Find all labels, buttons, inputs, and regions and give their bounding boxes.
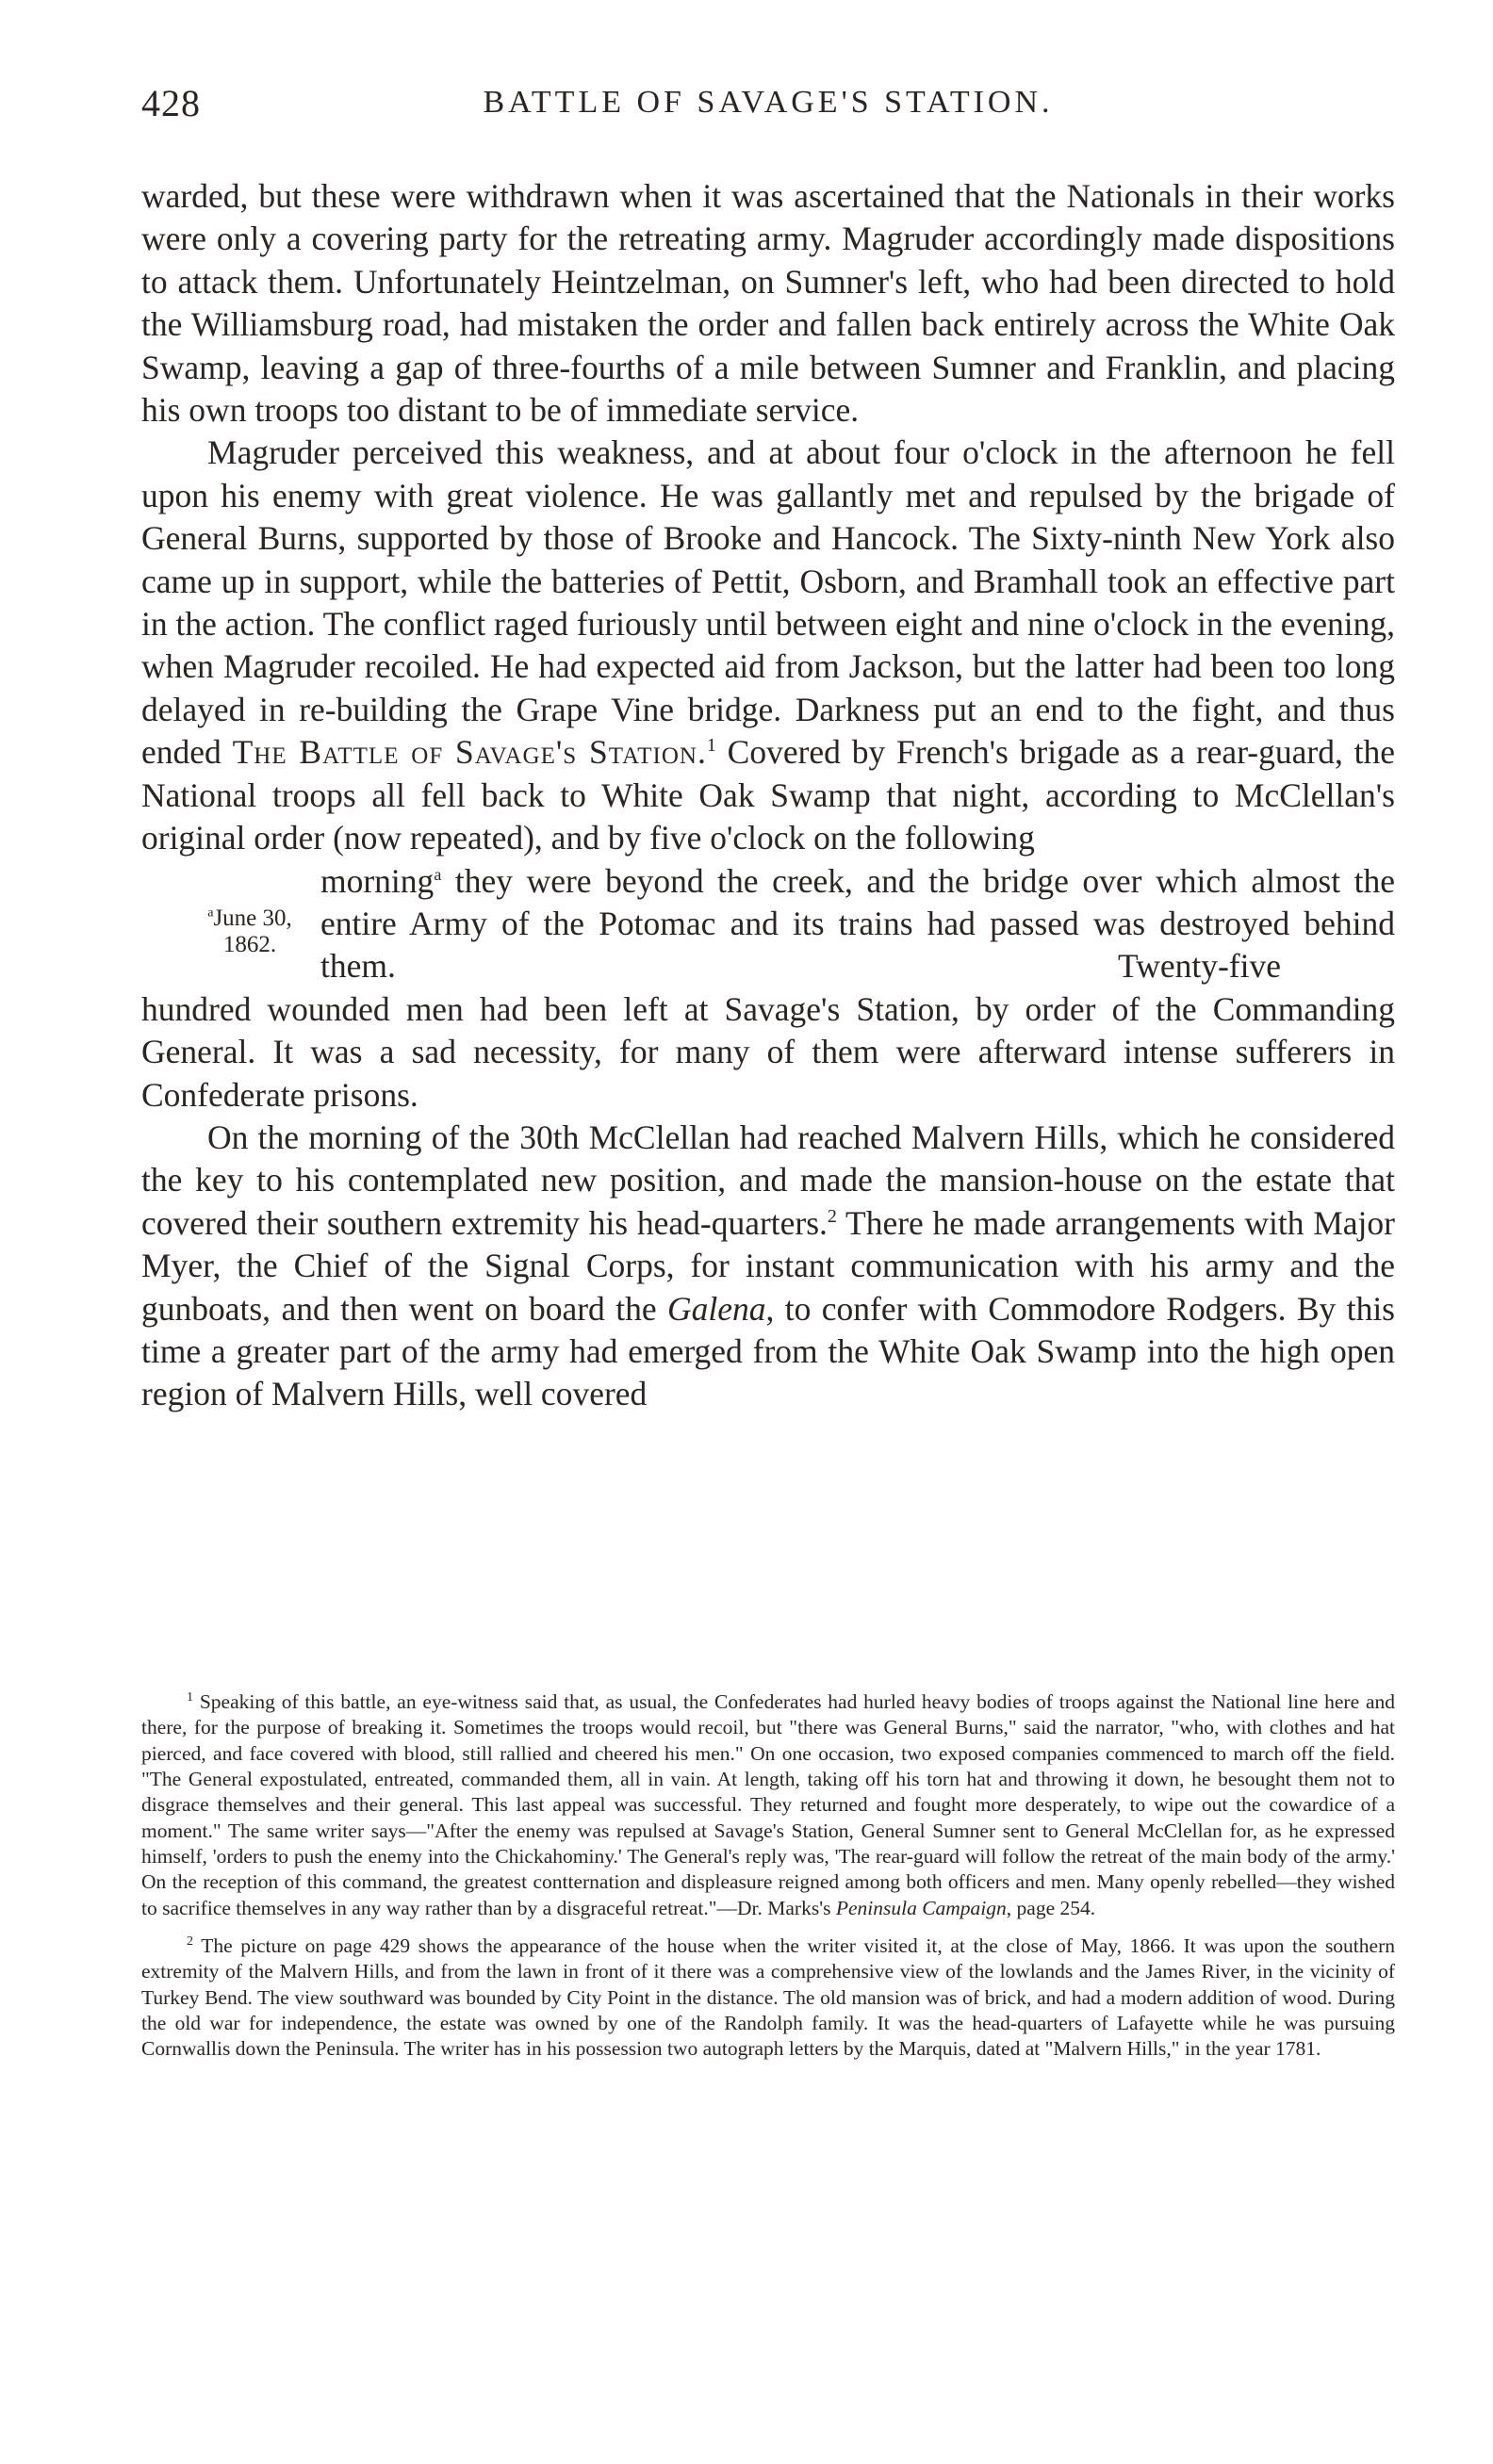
main-text	[141, 175, 1395, 1416]
footnote-ref-1: 1	[706, 735, 716, 757]
page-number: 428	[141, 82, 201, 124]
footnote-1: $^1$ Speaking of this battle, an eye-witness said that, as usual, the Confederates had hurled heavy bodies of troops against the National line here and there, for the purpose of breaking it. Sometimes the troops would recoil, but "there was General Burns," said the narrator, "who, with clothes and hat pierced, and face covered with blood, still rallied and cheered his men." On one occasion, two exposed companies commenced to march off the field. "The General expostulated, entreated, commanded them, all in vain. At length, taking off his torn hat and throwing it down, he besought them not to disgrace themselves and their general. This last appeal was successful. They returned and fought more desperately, to wipe out the cowardice of a moment." The same writer says—"After the enemy was repulsed at Savage's Station, General Sumner sent to General McClellan for, as he expressed himself, 'orders to push the enemy into the Chickahominy.' The General's reply was, 'The rear-guard will follow the retreat of the main body of the army.' On the reception of this command, the greatest contternation and displeasure reigned among both officers and men. Many openly rebelled—they wished to sacrifice themselves in any way rather than by a disgraceful retreat."—Dr. Marks's Peninsula Campaign, page 254.	[141, 1690, 1396, 1919]
running-head	[141, 81, 1395, 138]
footnote-2: $^2$ The picture on page 429 shows the appearance of the house when the writer visited it, at the close of May, 1866. It was upon the southern extremity of the Malvern Hills, and from the lawn in front of it there was a comprehensive view of the lowlands and the James River, in the vicinity of Turkey Bend. The view southward was bounded by City Point in the distance. The old mansion was of brick, and had a modern addition of wood. During the old war for independence, the estate was owned by one of the Randolph family. It was the head-quarters of Lafayette while he was pursuing Cornwallis down the Peninsula. The writer has in his possession two autograph letters by the Marquis, dated at "Malvern Hills," in the year 1781.	[141, 1934, 1395, 2061]
paragraph-continued: morning$^a$ they were beyond the creek, and the bridge over which almost the entire Army of the Potomac and its trains had passed was destroyed behind them.	[320, 861, 1395, 986]
margin-ref-mark: a	[434, 864, 442, 884]
paragraph: On the morning of the 30th McClellan had reached Malvern Hills, which he considered the key to his contemplated new position, and made the mansion-house on the estate that covered their southern extremity his head-quarters.$^2$ There he made arrangements with Major Myer, the Chief of the Signal Corps, for instant communication with his army and the gunboats, and then went on board the Galena, to confer with Commodore Rodgers. By this time a greater part of the army had emerged from the White Oak Swamp into the high open region of Malvern Hills, well covered	[141, 1118, 1395, 1413]
running-title: BATTLE OF SAVAGE'S STATION.	[483, 85, 1054, 120]
paragraph: Magruder perceived this weakness, and at about four o'clock in the afternoon he fell upon his enemy with great violence. He was gallantly met and repulsed by the brigade of General Burns, supported by those of Brooke and Hancock. The Sixty-ninth New York also came up in support, while the batteries of Pettit, Osborn, and Bramhall took an effective part in the action. The conflict raged furiously until between eight and nine o'clock in the evening, when Magruder recoiled. He had expected aid from Jackson, but the latter had been too long delayed in re-building the Grape Vine bridge. Darkness put an end to the fight, and thus ended The Battle of Savage's Station.$^1$ Covered by French's brigade as a rear-guard, the National troops all fell back to White Oak Swamp that night, according to McClellan's original order (now repeated), and by five o'clock on the following	[141, 433, 1396, 857]
margin-date-note: $^a$June 30, 1862.	[207, 905, 292, 957]
margin-note-mark: a	[207, 906, 214, 921]
margin-note-block	[141, 860, 1395, 988]
ship-name: Galena	[666, 1289, 766, 1328]
battle-title: The Battle of Savage's Station.	[232, 733, 707, 772]
paragraph-continued: Twenty-five hundred wounded men had been left at Savage's Station, by order of the Commanding General. It was a sad necessity, for many of them were afterward intense sufferers in Confederate prisons.	[141, 947, 1395, 1114]
paragraph: warded, but these were withdrawn when it was ascertained that the Nationals in their works were only a covering party for the retreating army. Magruder accordingly made dispositions to attack them. Unfortunately Heintzelman, on Sumner's left, who had been directed to hold the Williamsburg road, had mistaken the order and fallen back entirely across the White Oak Swamp, leaving a gap of three-fourths of a mile between Sumner and Franklin, and placing his own troops too distant to be of immediate service.	[141, 177, 1395, 430]
footnote-ref-2: 2	[827, 1205, 837, 1227]
footnotes	[141, 1685, 1395, 2062]
